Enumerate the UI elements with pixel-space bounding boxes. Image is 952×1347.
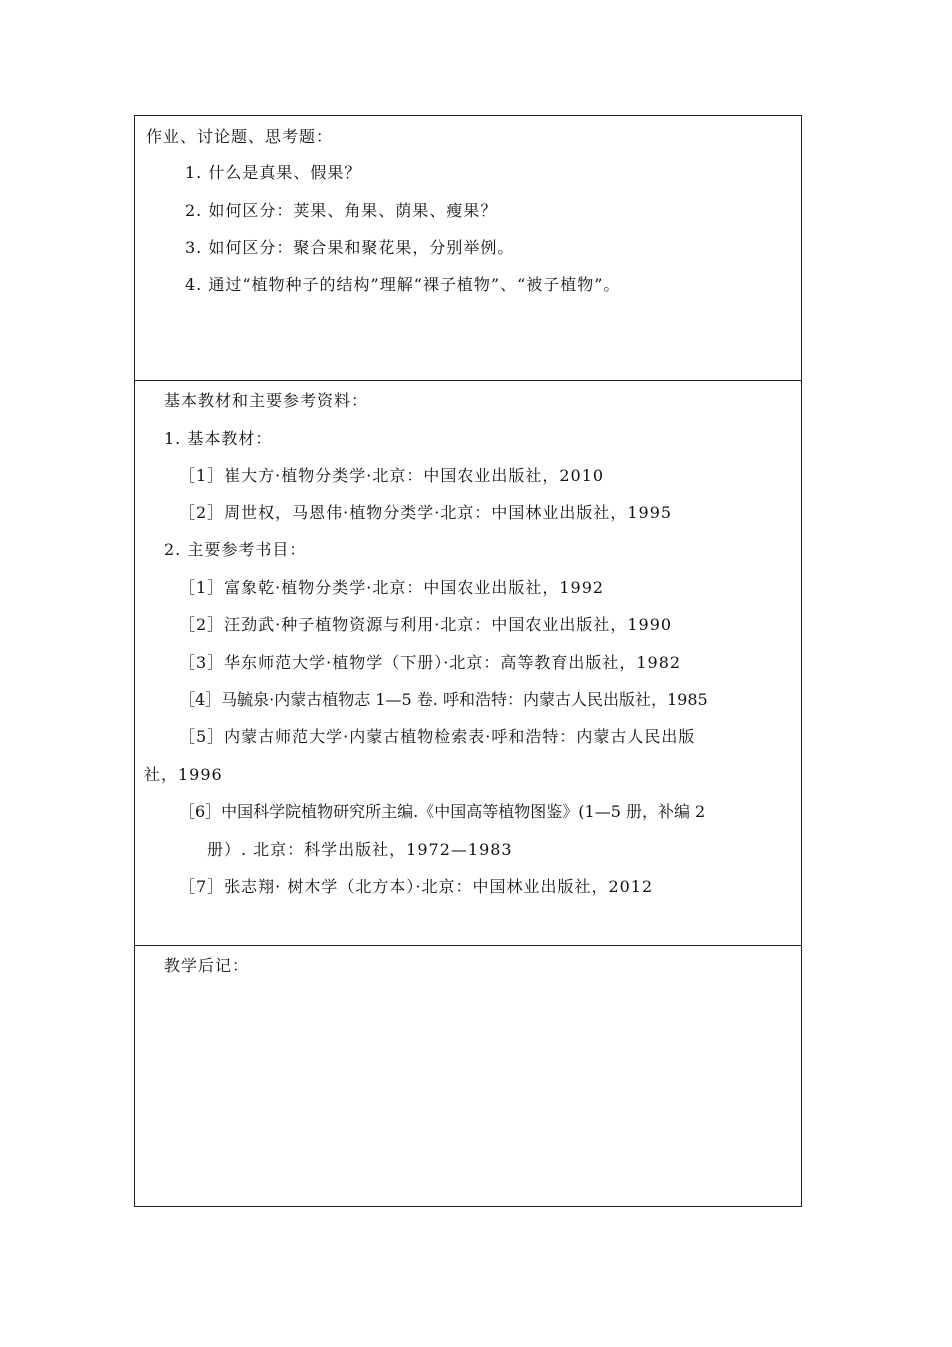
lesson-plan-table — [134, 115, 802, 1207]
reference-entry: ［6］中国科学院植物研究所主编.《中国高等植物图鉴》(1—5 册，补编 2 — [179, 802, 706, 821]
homework-item: 2. 如何区分：荚果、角果、荫果、瘦果？ — [185, 201, 498, 220]
reference-entry-continued: 册）. 北京：科学出版社，1972—1983 — [207, 840, 513, 859]
main-references-title: 2. 主要参考书目： — [164, 540, 307, 559]
reference-entry: ［2］周世权，马恩伟·植物分类学·北京：中国林业出版社，1995 — [179, 503, 673, 522]
basic-textbook-title: 1. 基本教材： — [164, 429, 273, 448]
reference-entry-continued: 社，1996 — [144, 765, 223, 784]
reference-entry: ［1］富象乾·植物分类学·北京：中国农业出版社，1992 — [179, 578, 605, 597]
reference-entry: ［1］崔大方·植物分类学·北京：中国农业出版社，2010 — [179, 466, 605, 485]
reference-entry: ［5］内蒙古师范大学·内蒙古植物检索表·呼和浩特：内蒙古人民出版 — [179, 727, 696, 746]
reference-entry: ［7］张志翔· 树木学（北方本）·北京：中国林业出版社，2012 — [179, 877, 654, 896]
references-heading: 基本教材和主要参考资料： — [164, 391, 369, 410]
homework-cell — [135, 116, 801, 380]
teaching-notes-cell — [135, 945, 801, 1206]
homework-item: 3. 如何区分：聚合果和聚花果，分别举例。 — [185, 238, 515, 257]
reference-entry: ［2］汪劲武·种子植物资源与利用·北京：中国农业出版社，1990 — [179, 615, 673, 634]
teaching-notes-heading: 教学后记： — [164, 956, 250, 975]
reference-entry: ［4］马毓泉·内蒙古植物志 1—5 卷. 呼和浩特：内蒙古人民出版社，1985 — [179, 690, 708, 709]
reference-entry: ［3］华东师范大学·植物学（下册）·北京：高等教育出版社，1982 — [179, 653, 682, 672]
references-cell — [135, 380, 801, 945]
homework-item: 1. 什么是真果、假果？ — [185, 163, 362, 182]
homework-heading: 作业、讨论题、思考题： — [146, 127, 334, 146]
homework-item: 4. 通过“植物种子的结构”理解“裸子植物”、“被子植物”。 — [185, 275, 621, 294]
